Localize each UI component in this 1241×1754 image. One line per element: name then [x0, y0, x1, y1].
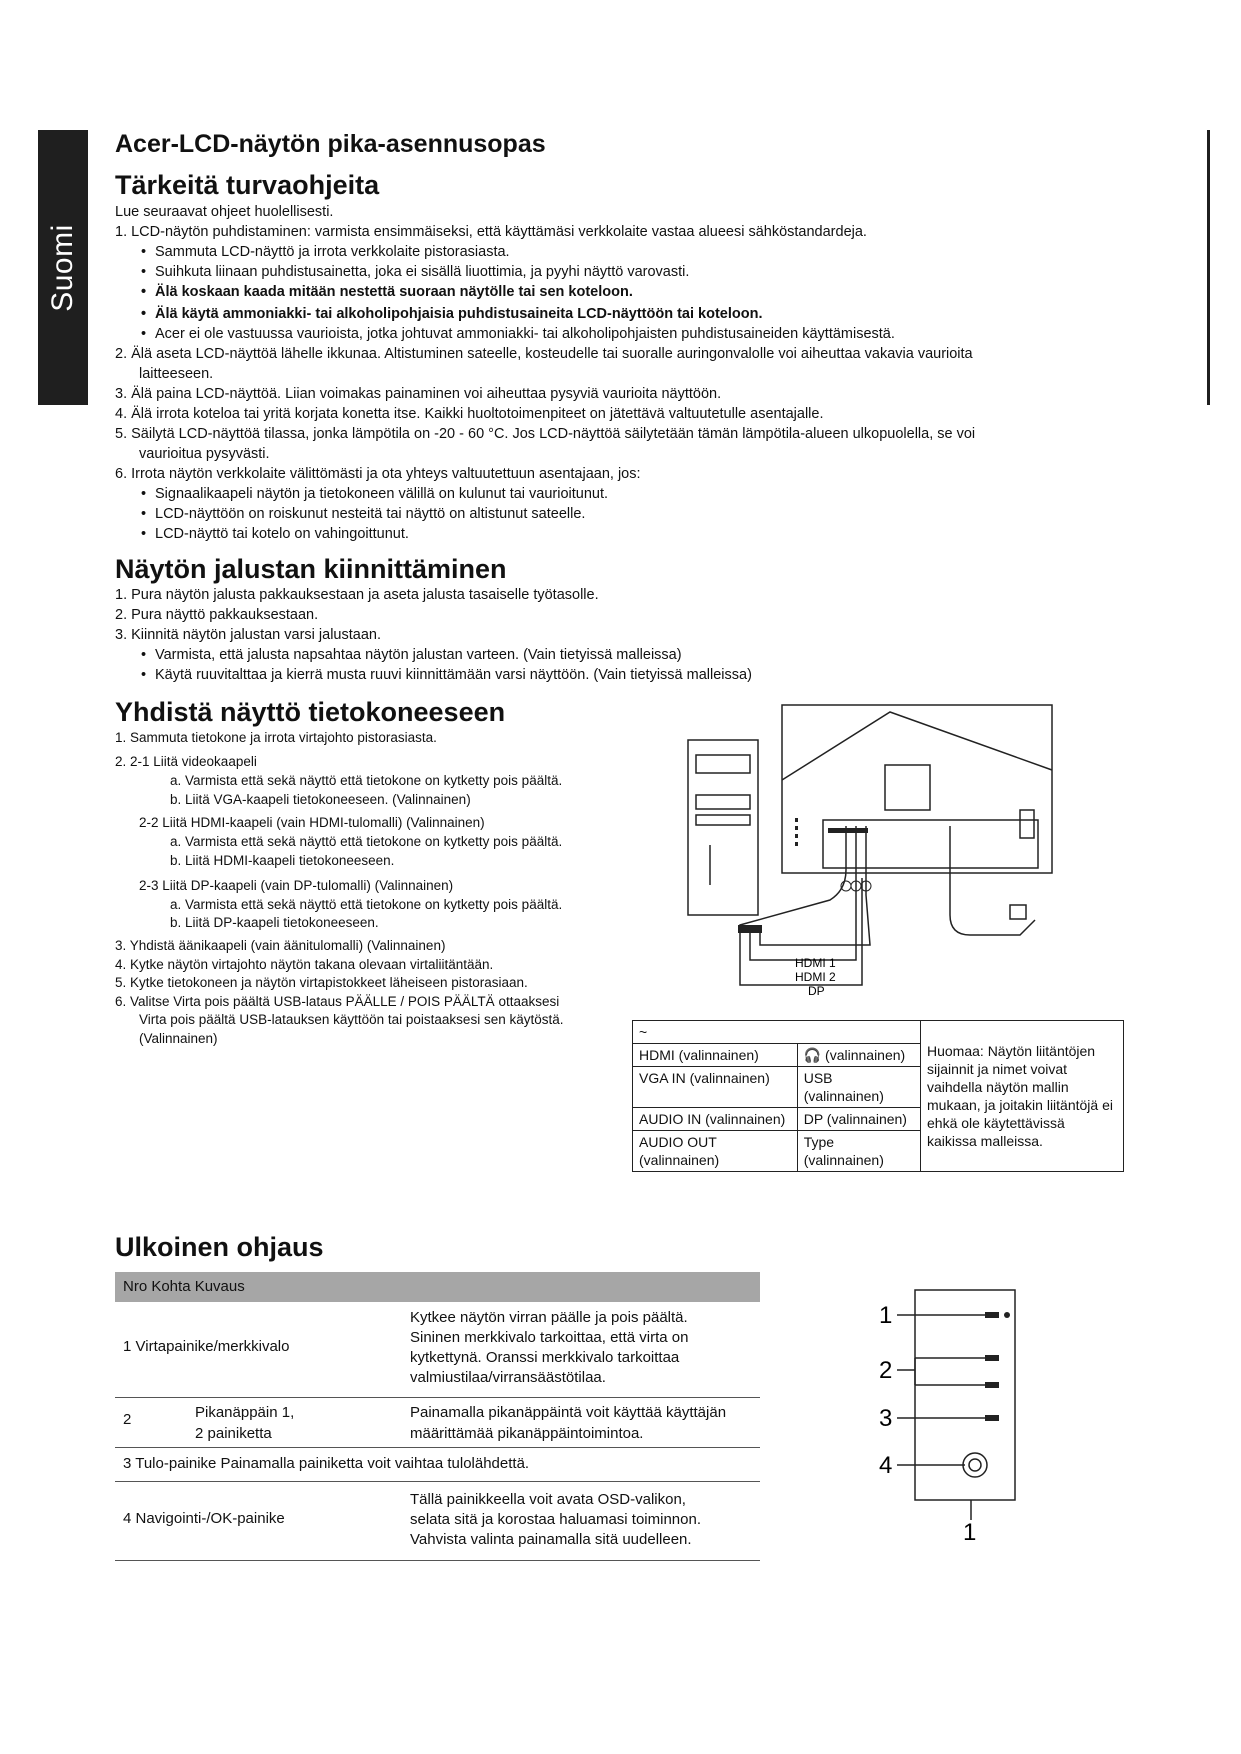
panel-outline-icon: [915, 1290, 1015, 1500]
controls-table-header: [115, 1272, 760, 1302]
safety-item-2-cont: laitteeseen.: [139, 366, 214, 382]
control-row-text: 3 Tulo-painike Painamalla painiketta voit vaihtaa tulolähdettä.: [123, 1455, 530, 1472]
stand-item-2: 2. Pura näyttö pakkauksestaan.: [115, 607, 319, 623]
safety-bullet: • Suihkuta liinaan puhdistusainetta, joka ei sisällä liuottimia, ja pyyhi näyttö varovasti.: [155, 262, 689, 282]
port-cell: DP (valinnainen): [797, 1108, 920, 1131]
connection-diagram: [680, 700, 1060, 1005]
safety-intro: Lue seuraavat ohjeet huolellisesti.: [115, 204, 334, 220]
diagram-label-hdmi2: HDMI 2: [795, 970, 836, 984]
connect-step-cont: Virta pois päältä USB-latauksen käyttöön tai poistaaksesi sen käytöstä.: [139, 1012, 564, 1027]
port-cell: AUDIO IN (valinnainen): [633, 1108, 798, 1131]
diagram-label-hdmi1: HDMI 1: [795, 956, 836, 970]
headphone-icon: 🎧: [803, 1047, 822, 1063]
external-heading: Ulkoinen ohjaus: [115, 1232, 324, 1262]
connect-step: 2-3 Liitä DP-kaapeli (vain DP-tulomalli) (Valinnainen): [139, 878, 454, 893]
control-item: 1 Virtapainike/merkkivalo: [123, 1338, 290, 1355]
controls-row: [115, 1448, 760, 1482]
ports-table: [632, 1020, 1124, 1172]
margin-bar: [1207, 130, 1210, 405]
panel-label-3: 3: [879, 1405, 893, 1432]
hotkey-button-icon: [985, 1355, 999, 1361]
safety-bullet: • LCD-näyttö tai kotelo on vahingoittunut.: [155, 524, 409, 544]
diagram-label-dp: DP: [808, 984, 825, 998]
port-cell: HDMI (valinnainen): [633, 1044, 798, 1067]
connect-substep: b. Liitä HDMI-kaapeli tietokoneeseen.: [170, 853, 395, 868]
connect-substep: b. Liitä VGA-kaapeli tietokoneeseen. (Valinnainen): [170, 792, 471, 807]
port-cell: Type (valinnainen): [797, 1131, 920, 1172]
panel-label-bottom-1: 1: [963, 1519, 977, 1545]
panel-label-4: 4: [879, 1452, 893, 1479]
connect-step: 4. Kytke näytön virtajohto näytön takana olevaan virtaliitäntään.: [115, 957, 494, 972]
connect-step-cont: (Valinnainen): [139, 1031, 218, 1046]
safety-item-5: 5. Säilytä LCD-näyttöä tilassa, jonka lämpötila on -20 - 60 °C. Jos LCD-näyttöä säilytetään tämän lämpötila-alueen ulkopuolella, se voi: [115, 426, 976, 442]
connect-step: 2-2 Liitä HDMI-kaapeli (vain HDMI-tulomalli) (Valinnainen): [139, 815, 485, 830]
controls-row: [115, 1398, 760, 1448]
connect-step: 2. 2-1 Liitä videokaapeli: [115, 754, 257, 769]
control-number: 2: [123, 1411, 132, 1428]
panel-label-2: 2: [879, 1357, 893, 1384]
safety-bullet: • LCD-näyttöön on roiskunut nesteitä tai näyttö on altistunut sateelle.: [155, 504, 585, 524]
hotkey-button-icon: [985, 1382, 999, 1388]
control-desc-line: valmiustilaa/virransäästötilaa.: [410, 1369, 606, 1386]
safety-bullet: • Sammuta LCD-näyttö ja irrota verkkolaite pistorasiasta.: [155, 242, 510, 262]
safety-bullet: • Acer ei ole vastuussa vaurioista, jotka johtuvat ammoniakki- tai alkoholipohjaisten puhdistusaineiden käyttämisestä.: [155, 324, 895, 344]
control-desc-line: Sininen merkkivalo tarkoittaa, että virta on: [410, 1329, 689, 1346]
safety-item-4: 4. Älä irrota koteloa tai yritä korjata konetta itse. Kaikki huoltotoimenpiteet on jätettävä valtuutetulle asentajalle.: [115, 406, 824, 422]
language-tab: [38, 130, 88, 405]
power-button-icon: [985, 1312, 999, 1318]
control-item: 4 Navigointi-/OK-painike: [123, 1510, 285, 1527]
safety-item-3: 3. Älä paina LCD-näyttöä. Liian voimakas painaminen voi aiheuttaa pysyviä vaurioita näyttöön.: [115, 386, 722, 402]
safety-item-2: 2. Älä aseta LCD-näyttöä lähelle ikkunaa. Altistuminen sateelle, kosteudelle tai suoralle auringonvalolle voi aiheuttaa vakavia vaurioita: [115, 346, 973, 362]
safety-bullet: • Älä koskaan kaada mitään nestettä suoraan näytölle tai sen koteloon.: [155, 282, 633, 302]
control-desc-line: selata sitä ja korostaa haluamasi toiminnon.: [410, 1511, 701, 1528]
safety-bullet: • Älä käytä ammoniakki- tai alkoholipohjaisia puhdistusaineita LCD-näyttöön tai koteloon.: [155, 304, 763, 324]
headphone-label: (valinnainen): [825, 1047, 906, 1063]
control-desc-line: kytkettynä. Oranssi merkkivalo tarkoittaa: [410, 1349, 680, 1366]
control-desc-line: Painamalla pikanäppäintä voit käyttää käyttäjän: [410, 1404, 727, 1421]
port-cell: VGA IN (valinnainen): [633, 1067, 798, 1108]
control-desc-line: Tällä painikkeella voit avata OSD-valikon,: [410, 1491, 686, 1508]
controls-row: [115, 1302, 760, 1398]
ports-table-tilde-cell: [633, 1021, 921, 1044]
tilde-symbol: ~: [639, 1024, 648, 1040]
connect-step: 6. Valitse Virta pois päältä USB-lataus PÄÄLLE / POIS PÄÄLTÄ ottaaksesi: [115, 994, 560, 1009]
connect-substep: a. Varmista että sekä näyttö että tietokone on kytketty pois päältä.: [170, 773, 563, 788]
control-panel-diagram: [875, 1285, 1025, 1545]
connect-substep: a. Varmista että sekä näyttö että tietokone on kytketty pois päältä.: [170, 897, 563, 912]
stand-item-1: 1. Pura näytön jalusta pakkauksestaan ja aseta jalusta tasaiselle työtasolle.: [115, 587, 599, 603]
connect-step: 1. Sammuta tietokone ja irrota virtajohto pistorasiasta.: [115, 730, 437, 745]
controls-header-text: Nro Kohta Kuvaus: [123, 1278, 245, 1295]
safety-item-6: 6. Irrota näytön verkkolaite välittömästi ja ota yhteys valtuutettuun asentajaan, jos:: [115, 466, 641, 482]
led-icon: [1004, 1312, 1010, 1318]
connect-substep: a. Varmista että sekä näyttö että tietokone on kytketty pois päältä.: [170, 834, 563, 849]
ports-note: Huomaa: Näytön liitäntöjen sijainnit ja nimet voivat vaihdella näytön mallin mukaan, ja joitakin liitäntöjä ei ehkä ole käytettävissä kaikissa malleissa.: [921, 1021, 1124, 1172]
input-button-icon: [985, 1415, 999, 1421]
control-desc-line: Kytkee näytön virran päälle ja pois päältä.: [410, 1309, 688, 1326]
connect-substep: b. Liitä DP-kaapeli tietokoneeseen.: [170, 915, 379, 930]
page-title: Acer-LCD-näytön pika-asennusopas: [115, 130, 546, 158]
nav-button-icon: [963, 1453, 987, 1477]
connect-heading: Yhdistä näyttö tietokoneeseen: [115, 697, 506, 727]
panel-label-1: 1: [879, 1302, 893, 1329]
stand-bullet: • Varmista, että jalusta napsahtaa näytön jalustan varteen. (Vain tietyissä malleissa): [155, 645, 682, 665]
stand-heading: Näytön jalustan kiinnittäminen: [115, 554, 507, 584]
port-cell: AUDIO OUT (valinnainen): [633, 1131, 798, 1172]
control-desc-line: määrittämää pikanäppäintoimintoa.: [410, 1425, 644, 1442]
safety-item-1: 1. LCD-näytön puhdistaminen: varmista ensimmäiseksi, että käyttämäsi verkkolaite vastaa alueesi sähköstandardeja.: [115, 224, 867, 240]
control-item-line: 2 painiketta: [195, 1425, 272, 1442]
safety-item-5-cont: vaurioitua pysyvästi.: [139, 446, 270, 462]
stand-item-3: 3. Kiinnitä näytön jalustan varsi jalustaan.: [115, 627, 381, 643]
controls-row: [115, 1482, 760, 1561]
control-desc-line: Vahvista valinta painamalla sitä uudelleen.: [410, 1531, 692, 1548]
safety-bullet: • Signaalikaapeli näytön ja tietokoneen välillä on kulunut tai vaurioitunut.: [155, 484, 608, 504]
connect-step: 3. Yhdistä äänikaapeli (vain äänitulomalli) (Valinnainen): [115, 938, 446, 953]
port-cell: [797, 1044, 920, 1067]
port-cell: USB (valinnainen): [797, 1067, 920, 1108]
control-item-line: Pikanäppäin 1,: [195, 1404, 295, 1421]
pc-tower-icon: [688, 740, 758, 915]
connect-step: 5. Kytke tietokoneen ja näytön virtapistokkeet läheiseen pistorasiaan.: [115, 975, 528, 990]
language-tab-label: Suomi: [46, 223, 79, 312]
safety-heading: Tärkeitä turvaohjeita: [115, 170, 380, 200]
stand-bullet: • Käytä ruuvitalttaa ja kierrä musta ruuvi kiinnittämään varsi näyttöön. (Vain tietyissä malleissa): [155, 665, 752, 685]
